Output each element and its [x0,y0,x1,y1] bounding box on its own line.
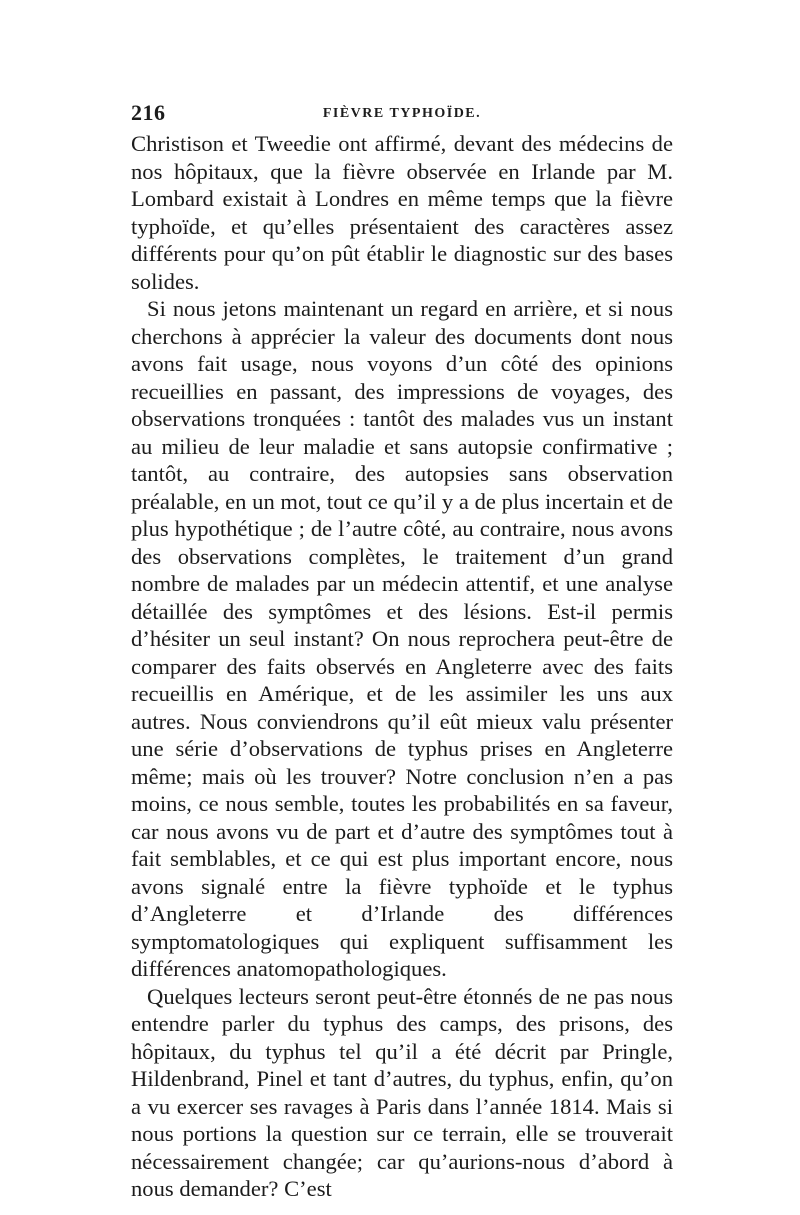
page-number: 216 [131,100,166,125]
body-text [131,130,673,1203]
running-head [131,100,673,130]
paragraph-1: Christison et Tweedie ont affirmé, devant des médecins de nos hôpitaux, que la fièvre observée en Irlande par M. Lombard existait à Londres en même temps que la fièvre typhoïde, et qu’elles présentaient des caractères assez différents pour qu’on pût établir le diagnostic sur des bases solides. [131,131,673,294]
paragraph-3: Quelques lecteurs seront peut-être étonnés de ne pas nous entendre parler du typhus des camps, des prisons, des hôpitaux, du typhus tel qu’il a été décrit par Pringle, Hildenbrand, Pinel et tant d’autres, du typhus, enfin, qu’on a vu exercer ses ravages à Paris dans l’année 1814. Mais si nous portions la question sur ce terrain, elle se trouverait nécessairement changée; car qu’aurions-nous d’abord à nous demander? C’est [131,983,673,1201]
paragraph-2: Si nous jetons maintenant un regard en arrière, et si nous cherchons à apprécier la valeur des documents dont nous avons fait usage, nous voyons d’un côté des opinions recueillies en passant, des impressions de voyages, des observations tronquées : tantôt des malades vus un instant au milieu de leur maladie et sans autopsie confirmative ; tantôt, au contraire, des autopsies sans observation préalable, en un mot, tout ce qu’il y a de plus incertain et de plus hypothétique ; de l’autre côté, au contraire, nous avons des observations complètes, le traitement d’un grand nombre de malades par un médecin attentif, et une analyse détaillée des symptômes et des lésions. Est-il permis d’hésiter un seul instant? On nous reprochera peut-être de comparer des faits observés en Angleterre avec des faits recueillis en Amérique, et de les assimiler les uns aux autres. Nous conviendrons qu’il eût mieux valu présenter une série d’observations de typhus prises en Angleterre même; mais où les trouver? Notre conclusion n’en a pas moins, ce nous semble, toutes les probabilités en sa faveur, car nous avons vu de part et d’autre des symptômes tout à fait semblables, et ce qui est plus important encore, nous avons signalé entre la fièvre typhoïde et le typhus d’Angleterre et d’Irlande des différences symptomatologiques qui expliquent suffisamment les différences anatomopathologiques. [131,296,673,981]
running-title: FIÈVRE TYPHOÏDE. [322,106,482,121]
